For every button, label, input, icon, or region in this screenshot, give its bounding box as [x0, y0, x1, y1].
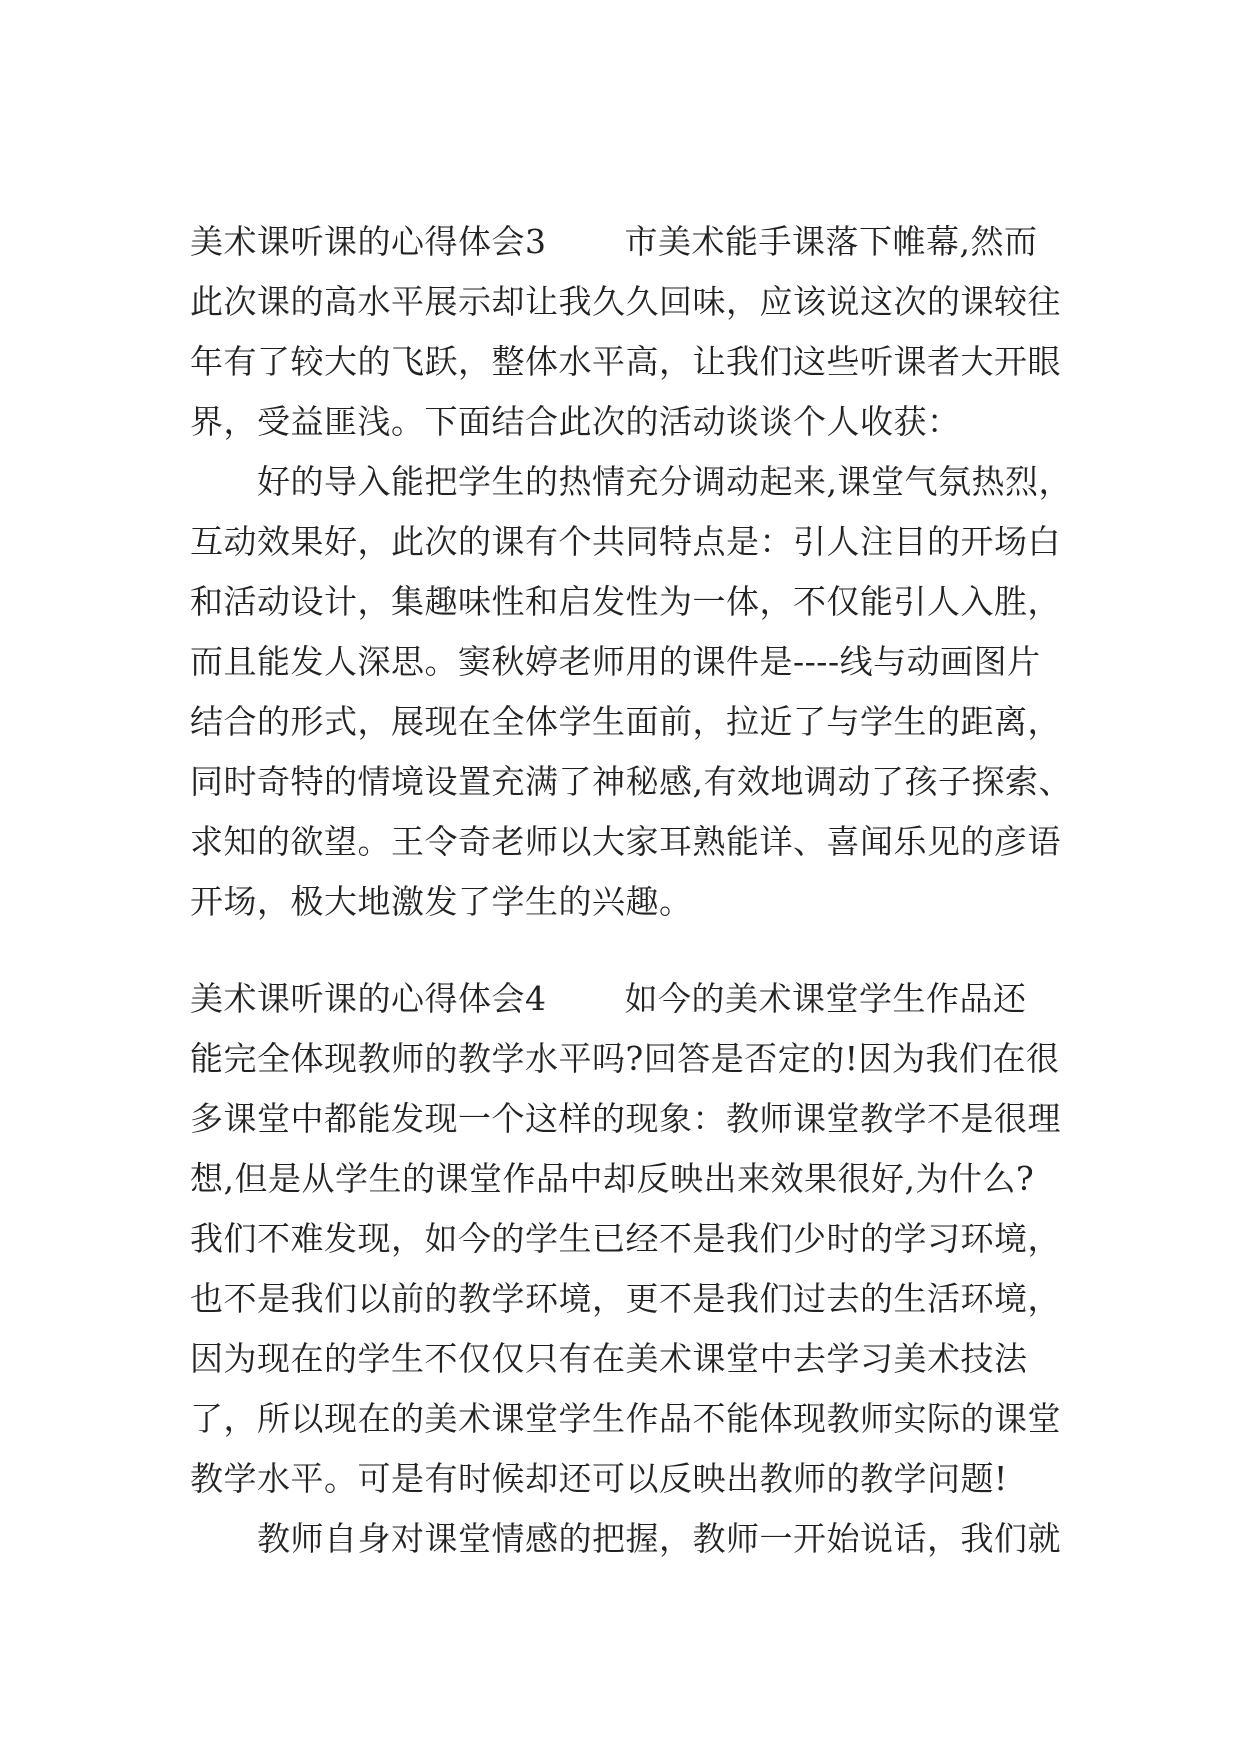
paragraph-line: 界，受益匪浅。下面结合此次的活动谈谈个人收获：	[190, 402, 961, 441]
section3-first-line-rest: 市美术能手课落下帷幕,然而	[624, 222, 1038, 261]
paragraph-line: 也不是我们以前的教学环境，更不是我们过去的生活环境，	[190, 1279, 1061, 1318]
paragraph-line: 和活动设计，集趣味性和启发性为一体，不仅能引人入胜，	[190, 582, 1061, 621]
paragraph-line: 我们不难发现，如今的学生已经不是我们少时的学习环境，	[190, 1219, 1061, 1258]
paragraph-line: 互动效果好，此次的课有个共同特点是：引人注目的开场白	[190, 522, 1061, 561]
paragraph-line: 求知的欲望。王令奇老师以大家耳熟能详、喜闻乐见的彦语	[190, 822, 1061, 861]
section3-first-line	[190, 222, 1070, 262]
paragraph-line: 教师自身对课堂情感的把握，教师一开始说话，我们就	[257, 1519, 1061, 1558]
paragraph-line: 开场，极大地激发了学生的兴趣。	[190, 882, 693, 921]
section4-title: 美术课听课的心得体会4	[190, 979, 547, 1018]
paragraph-line: 了，所以现在的美术课堂学生作品不能体现教师实际的课堂	[190, 1399, 1061, 1438]
section3-title: 美术课听课的心得体会3	[190, 222, 547, 261]
paragraph-line: 多课堂中都能发现一个这样的现象：教师课堂教学不是很理	[190, 1099, 1061, 1138]
section4-first-line-rest: 如今的美术课堂学生作品还	[624, 979, 1027, 1018]
paragraph-line: 想,但是从学生的课堂作品中却反映出来效果很好,为什么?	[190, 1159, 1035, 1198]
paragraph-line: 年有了较大的飞跃，整体水平高，让我们这些听课者大开眼	[190, 342, 1061, 381]
section4-first-line	[190, 979, 1070, 1019]
paragraph-line: 好的导入能把学生的热情充分调动起来,课堂气氛热烈，	[257, 462, 1072, 501]
paragraph-line: 结合的形式，展现在全体学生面前，拉近了与学生的距离，	[190, 702, 1061, 741]
paragraph-line: 而且能发人深思。窦秋婷老师用的课件是----线与动画图片	[190, 642, 1041, 681]
paragraph-line: 同时奇特的情境设置充满了神秘感,有效地调动了孩子探索、	[190, 762, 1072, 801]
paragraph-line: 此次课的高水平展示却让我久久回味，应该说这次的课较往	[190, 282, 1061, 321]
paragraph-line: 教学水平。可是有时候却还可以反映出教师的教学问题!	[190, 1459, 1008, 1498]
paragraph-line: 因为现在的学生不仅仅只有在美术课堂中去学习美术技法	[190, 1339, 1028, 1378]
paragraph-line: 能完全体现教师的教学水平吗?回答是否定的!因为我们在很	[190, 1039, 1060, 1078]
